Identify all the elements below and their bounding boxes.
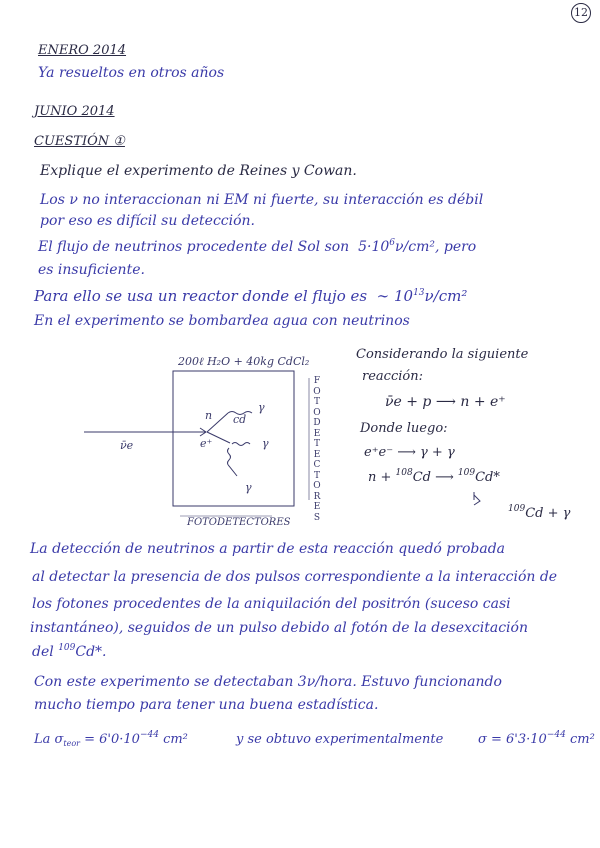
- body-line: Los ν no interaccionan ni EM ni fuerte, su interacción es débil: [40, 192, 484, 208]
- conclusion-del: del: [32, 644, 59, 660]
- heading-enero: ENERO 2014: [38, 43, 127, 58]
- sigma-theory-exponent: −44: [139, 730, 159, 740]
- deexcitation-arrow: [474, 495, 480, 505]
- side-detectors-label: FOTODETECTORES: [313, 376, 321, 523]
- bottom-detectors-label: FOTODETECTORES: [187, 517, 291, 528]
- flux-reactor-exponent: 13: [413, 288, 425, 298]
- water-tank: [173, 371, 294, 506]
- capture-cd-mass: 108: [395, 468, 413, 478]
- body-line: es insuficiente.: [38, 262, 145, 278]
- reaction-equation: ν̄e + p ⟶ n + e⁺: [385, 394, 506, 410]
- conclusion-line: [32, 644, 107, 659]
- antineutrino-label: ν̄e: [120, 439, 134, 452]
- sigma-symbol: La σ: [34, 732, 64, 747]
- flux-sun-exponent: 6: [389, 238, 396, 248]
- flux-reactor-value: ∼ 10: [376, 287, 414, 305]
- annihilation-equation: e⁺e⁻ ⟶ γ + γ: [364, 445, 455, 460]
- sigma-exp-value: σ = 6'3·10: [478, 732, 547, 747]
- cadmium-label: cd: [233, 413, 247, 426]
- sigma-subscript: teor: [63, 739, 80, 748]
- capture-cd: Cd ⟶: [412, 470, 458, 485]
- capture-equation: [368, 469, 500, 484]
- conclusion-line: al detectar la presencia de dos pulsos correspondiente a la interacción de: [32, 569, 558, 585]
- conclusion-line: instantáneo), seguidos de un pulso debido al fotón de la desexcitación: [30, 620, 528, 636]
- conclusion-line: La detección de neutrinos a partir de esta reacción quedó probada: [30, 541, 506, 557]
- enero-note: Ya resueltos en otros años: [38, 65, 225, 81]
- reaction-luego: Donde luego:: [360, 421, 448, 436]
- cross-section-text: y se obtuvo experimentalmente: [236, 732, 444, 747]
- question-text: Explique el experimento de Reines y Cowan.: [40, 163, 357, 179]
- conclusion-line: Con este experimento se detectaban 3ν/hora. Estuvo funcionando: [34, 674, 502, 690]
- tank-contents-label: 200ℓ H₂O + 40kg CdCl₂: [178, 355, 310, 368]
- gamma-wave-right: [232, 443, 250, 446]
- flux-reactor-text: Para ello se usa un reactor donde el flujo es: [34, 287, 368, 305]
- capture-n: n +: [368, 470, 396, 485]
- conclusion-line: los fotones procedentes de la aniquilación del positrón (suceso casi: [32, 596, 511, 612]
- gamma-wave-down: [228, 448, 238, 476]
- body-line: En el experimento se bombardea agua con neutrinos: [34, 313, 410, 329]
- deexcitation-equation: [508, 505, 570, 520]
- conclusion-cd-mass: 109: [58, 643, 76, 653]
- deexcitation-product: Cd + γ: [525, 506, 571, 521]
- body-line: por eso es difícil su detección.: [40, 213, 256, 229]
- conclusion-cd: Cd*.: [75, 644, 107, 660]
- page-number: 12: [571, 3, 591, 23]
- cross-section-experimental: [478, 731, 595, 746]
- sigma-exp-exponent: −44: [546, 730, 566, 740]
- gamma-label-1: γ: [258, 401, 265, 414]
- heading-junio: JUNIO 2014: [34, 104, 115, 119]
- reaction-intro: reacción:: [362, 369, 423, 384]
- sigma-theory-unit: cm²: [158, 732, 188, 747]
- sigma-exp-unit: cm²: [565, 732, 595, 747]
- flux-sun-unit: ν/cm², pero: [395, 239, 477, 255]
- heading-cuestion: CUESTIÓN ①: [34, 134, 125, 149]
- flux-reactor-unit: ν/cm²: [424, 287, 468, 305]
- neutron-label: n: [205, 409, 213, 422]
- capture-product: Cd*: [475, 470, 500, 485]
- gamma-label-3: γ: [245, 481, 252, 494]
- deexcitation-mass: 109: [508, 504, 526, 514]
- capture-product-mass: 109: [457, 468, 476, 478]
- positron-label: e⁺: [200, 437, 213, 450]
- sigma-theory-value: = 6'0·10: [79, 732, 140, 747]
- cross-section-theory: [34, 731, 188, 748]
- reaction-intro: Considerando la siguiente: [356, 347, 529, 362]
- gamma-label-2: γ: [262, 437, 269, 450]
- conclusion-line: mucho tiempo para tener una buena estadística.: [34, 697, 379, 713]
- flux-sun-text: El flujo de neutrinos procedente del Sol son: [38, 239, 350, 255]
- flux-sun-value: 5·10: [358, 239, 390, 255]
